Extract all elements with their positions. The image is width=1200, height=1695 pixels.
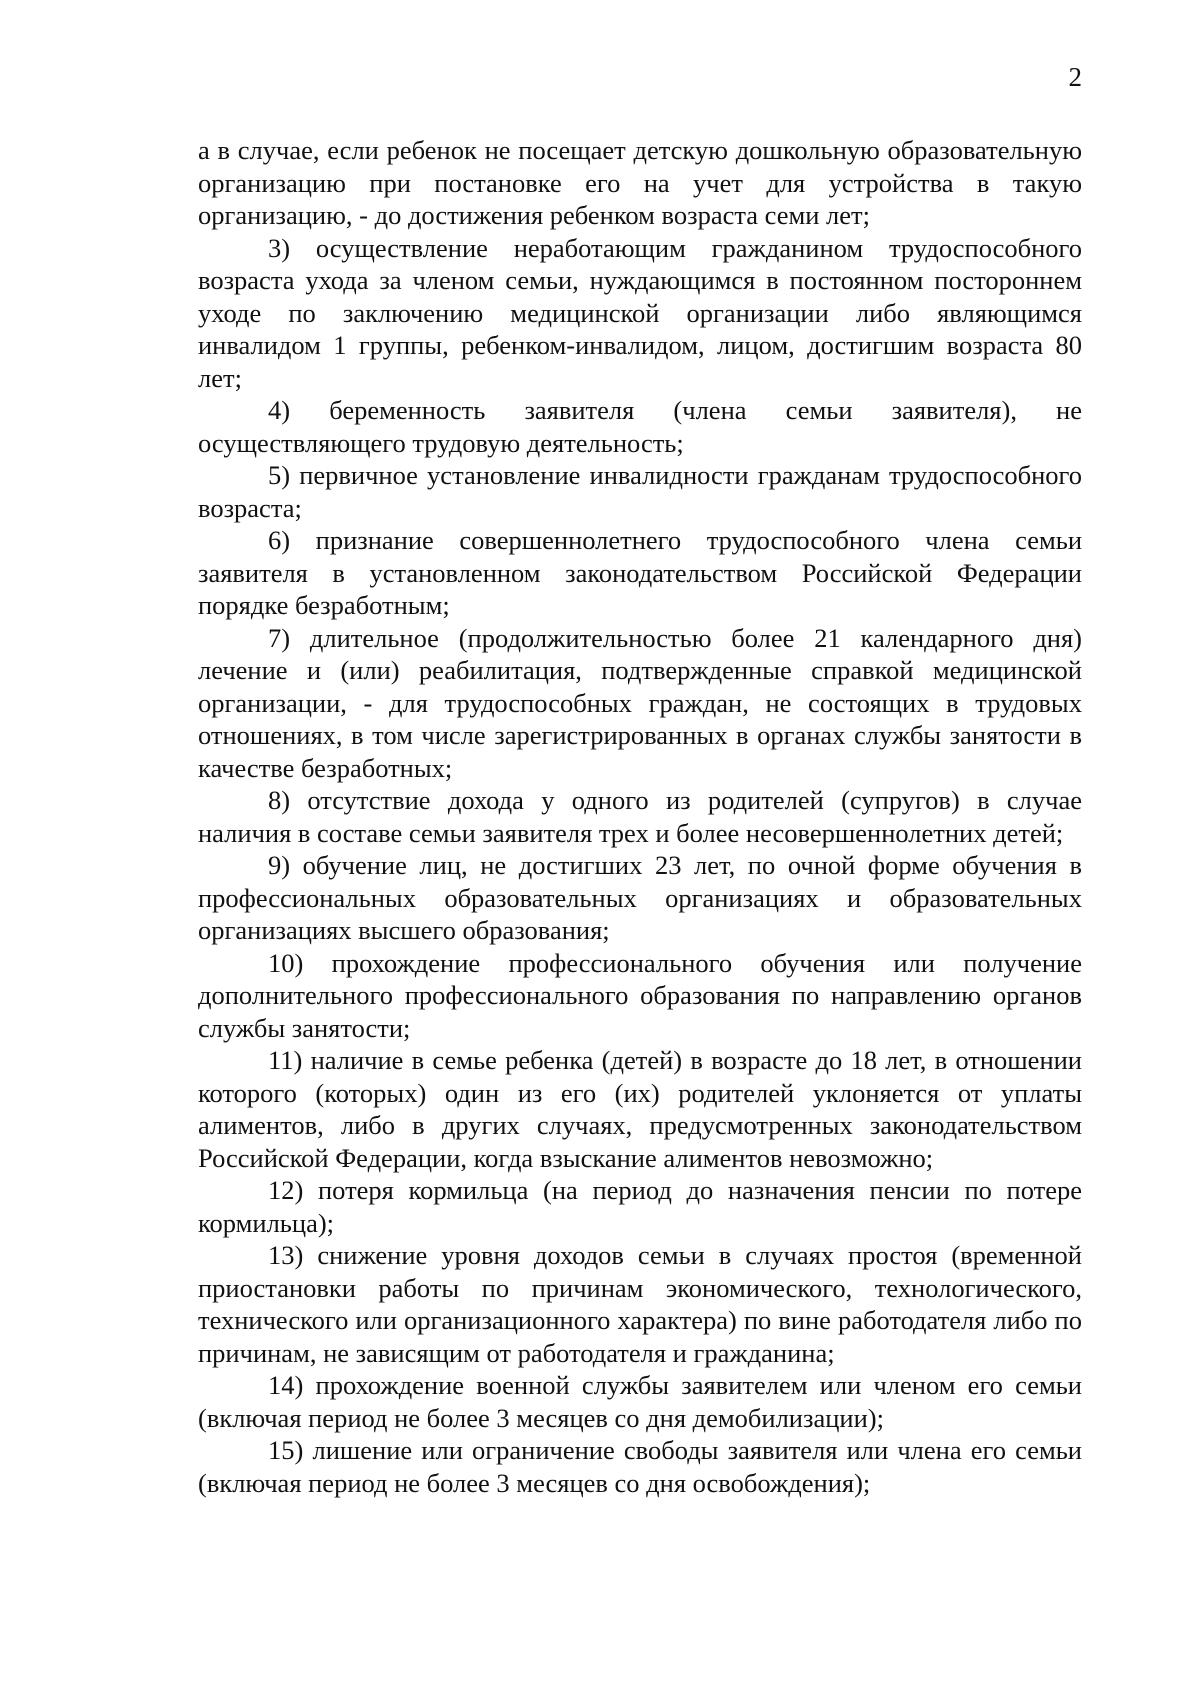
document-body (198, 134, 1082, 1499)
list-item-7: 7) длительное (продолжительностью более 21 календарного дня) лечение и (или) реабилитация, подтвержденные справкой медицинской организации, - для трудоспособных граждан, не состоящих в трудовых отношениях, в том числе зарегистрированных в органах службы занятости в качестве безработных; (198, 622, 1082, 783)
list-item-3: 3) осуществление неработающим гражданином трудоспособного возраста ухода за членом семьи, нуждающимся в постоянном постороннем уходе по заключению медицинской организации либо являющимся инвалидом 1 группы, ребенком-инвалидом, лицом, достигшим возраста 80 лет; (198, 232, 1082, 393)
list-item-11: 11) наличие в семье ребенка (детей) в возрасте до 18 лет, в отношении которого (которых) один из его (их) родителей уклоняется от уплаты алиментов, либо в других случаях, предусмотренных законодательством Российской Федерации, когда взыскание алиментов невозможно; (198, 1045, 1082, 1173)
paragraph-continuation: а в случае, если ребенок не посещает детскую дошкольную образовательную организацию при постановке его на учет для устройства в такую организацию, - до достижения ребенком возраста семи лет; (198, 135, 1082, 230)
list-item-8: 8) отсутствие дохода у одного из родителей (супругов) в случае наличия в составе семьи заявителя трех и более несовершеннолетних детей; (198, 785, 1082, 848)
list-item-10: 10) прохождение профессионального обучения или получение дополнительного профессионального образования по направлению органов службы занятости; (198, 947, 1082, 1043)
page-number: 2 (1068, 62, 1082, 92)
list-item-13: 13) снижение уровня доходов семьи в случаях простоя (временной приостановки работы по причинам экономического, технологического, технического или организационного характера) по вине работодателя либо по причинам, не зависящим от работодателя и гражданина; (198, 1240, 1082, 1368)
list-item-14: 14) прохождение военной службы заявителем или членом его семьи (включая период не более 3 месяцев со дня демобилизации); (198, 1370, 1082, 1433)
list-item-12: 12) потеря кормильца (на период до назначения пенсии по потере кормильца); (198, 1175, 1082, 1238)
list-item-4: 4) беременность заявителя (члена семьи заявителя), не осуществляющего трудовую деятельность; (198, 395, 1082, 458)
list-item-6: 6) признание совершеннолетнего трудоспособного члена семьи заявителя в установленном законодательством Российской Федерации порядке безработным; (198, 525, 1082, 620)
list-item-5: 5) первичное установление инвалидности гражданам трудоспособного возраста; (198, 460, 1082, 523)
list-item-15: 15) лишение или ограничение свободы заявителя или члена его семьи (включая период не более 3 месяцев со дня освобождения); (198, 1435, 1082, 1498)
list-item-9: 9) обучение лиц, не достигших 23 лет, по очной форме обучения в профессиональных образовательных организациях и образовательных организациях высшего образования; (198, 850, 1082, 945)
